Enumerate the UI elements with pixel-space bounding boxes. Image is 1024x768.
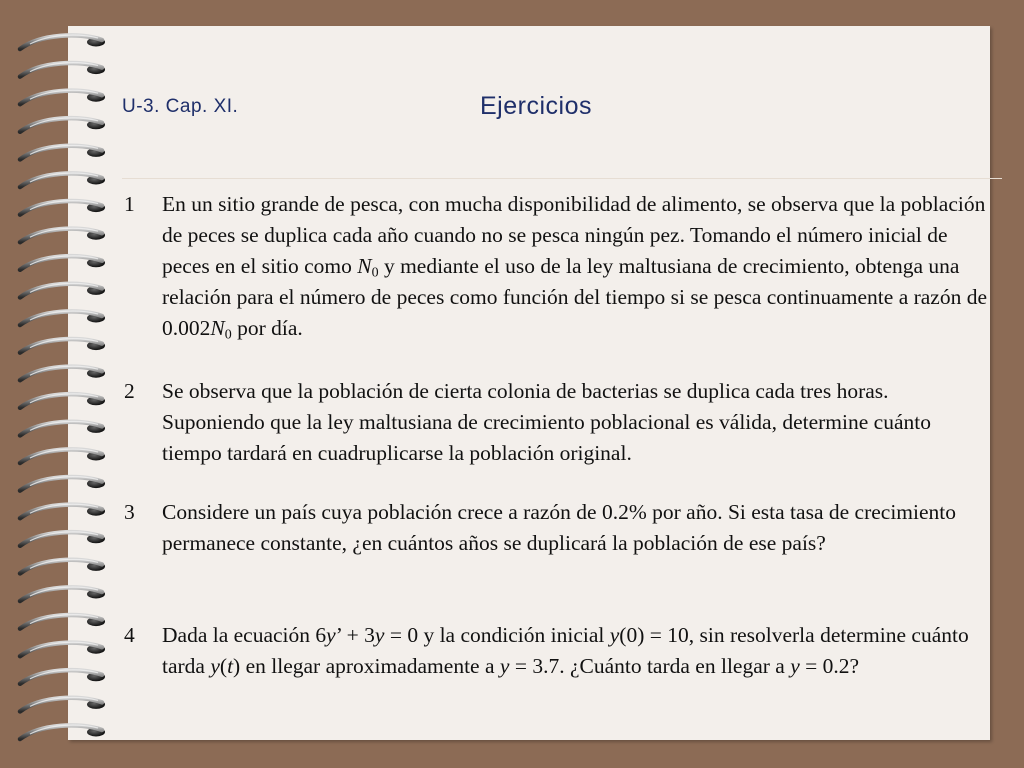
spiral-ring	[20, 256, 105, 270]
spiral-ring	[20, 283, 105, 297]
spiral-ring	[20, 145, 105, 159]
spiral-ring	[20, 587, 105, 601]
exercise-text: Dada la ecuación 6y’ + 3y = 0 y la condición inicial y(0) = 10, sin resolverla determine cuánto tarda y(t) en llegar aproximadamente a y = 3.7. ¿Cuánto tarda en llegar a y = 0.2?	[162, 623, 969, 678]
spiral-ring	[20, 477, 105, 491]
spiral-ring	[20, 670, 105, 684]
exercise-2	[124, 376, 994, 469]
spiral-ring	[20, 697, 105, 711]
spiral-ring	[20, 201, 105, 215]
spiral-ring	[20, 339, 105, 353]
spiral-ring	[20, 449, 105, 463]
slide-header	[122, 92, 982, 126]
spiral-ring	[20, 725, 105, 739]
exercise-4	[124, 620, 994, 682]
spiral-ring	[20, 421, 105, 435]
header-unit-chapter: U-3. Cap. XI.	[122, 96, 239, 117]
exercise-text: Se observa que la población de cierta colonia de bacterias se duplica cada tres horas. Suponiendo que la ley maltusiana de crecimiento poblacional es válida, determine cuánto tiempo tardará en cuadruplicarse la población original.	[162, 379, 931, 465]
exercise-3	[124, 497, 994, 559]
spiral-ring	[20, 366, 105, 380]
spiral-ring	[20, 118, 105, 132]
spiral-ring	[20, 311, 105, 325]
spiral-ring	[20, 63, 105, 77]
header-title: Ejercicios	[480, 92, 592, 120]
header-divider	[122, 178, 1002, 179]
spiral-ring	[20, 615, 105, 629]
spiral-ring	[20, 559, 105, 573]
spiral-ring	[20, 228, 105, 242]
spiral-ring	[20, 642, 105, 656]
spiral-ring	[20, 35, 105, 49]
exercise-text: En un sitio grande de pesca, con mucha disponibilidad de alimento, se observa que la población de peces se duplica cada año cuando no se pesca ningún pez. Tomando el número inicial de peces en el sitio como $N_0$ y mediante el uso de la ley maltusiana de crecimiento, obtenga una relación para el número de peces como función del tiempo si se pesca continuamente a razón de $0.002N_0$ por día.	[162, 192, 988, 343]
spiral-ring	[20, 90, 105, 104]
spiral-ring	[20, 173, 105, 187]
spiral-ring	[20, 532, 105, 546]
spiral-binding	[0, 0, 120, 768]
exercise-1	[124, 189, 994, 344]
spiral-ring	[20, 504, 105, 518]
exercise-number: 1	[124, 192, 135, 216]
exercise-number: 4	[124, 623, 135, 647]
spiral-ring	[20, 394, 105, 408]
exercise-number: 2	[124, 379, 135, 403]
exercise-number: 3	[124, 500, 135, 524]
exercise-text: Considere un país cuya población crece a razón de 0.2% por año. Si esta tasa de crecimiento permanece constante, ¿en cuántos años se duplicará la población de ese país?	[162, 500, 956, 555]
